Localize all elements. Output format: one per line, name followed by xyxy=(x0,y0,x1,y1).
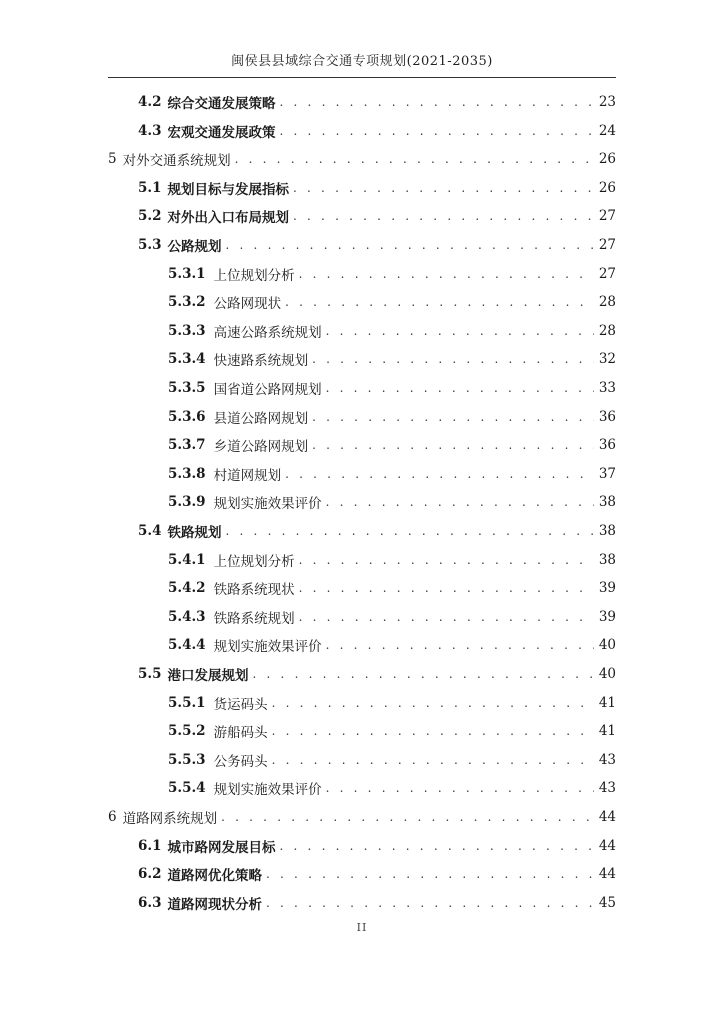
toc-entry-number: 5.3.3 xyxy=(168,323,206,339)
toc-dot-leader xyxy=(326,381,594,395)
toc-dot-leader xyxy=(312,410,594,424)
toc-dot-leader xyxy=(326,324,594,338)
toc-entry[interactable] xyxy=(138,517,616,545)
toc-entry-title: 道路网优化策略 xyxy=(167,868,262,884)
toc-entry-title: 公务码头 xyxy=(213,754,268,770)
toc-entry[interactable] xyxy=(168,288,616,316)
toc-entry-page: 33 xyxy=(598,380,616,396)
toc-entry-title: 铁路规划 xyxy=(167,525,222,541)
page-number: II xyxy=(356,921,368,934)
toc-entry-page: 40 xyxy=(598,666,616,682)
toc-entry-title: 上位规划分析 xyxy=(213,554,295,570)
toc-entry-page: 39 xyxy=(598,580,616,596)
toc-entry-number: 5.3.5 xyxy=(168,380,206,396)
toc-entry-number: 6.2 xyxy=(138,866,162,882)
toc-dot-leader xyxy=(221,810,594,824)
toc-entry[interactable] xyxy=(138,88,616,116)
toc-entry-page: 41 xyxy=(598,723,616,739)
toc-dot-leader xyxy=(299,581,594,595)
toc-dot-leader xyxy=(272,724,594,738)
toc-entry-page: 27 xyxy=(598,237,616,253)
toc-entry[interactable] xyxy=(138,660,616,688)
toc-entry-title: 快速路系统规划 xyxy=(213,353,309,369)
toc-entry-number: 5.3.1 xyxy=(168,266,206,282)
toc-entry-title: 乡道公路网规划 xyxy=(213,439,309,455)
toc-entry-page: 32 xyxy=(598,351,616,367)
toc-dot-leader xyxy=(272,696,594,710)
toc-entry[interactable] xyxy=(168,431,616,459)
toc-entry-number: 5.2 xyxy=(138,208,162,224)
toc-entry[interactable] xyxy=(168,631,616,659)
toc-entry[interactable] xyxy=(138,889,616,917)
toc-entry-page: 23 xyxy=(598,94,616,110)
toc-entry-page: 38 xyxy=(598,523,616,539)
toc-entry-title: 规划目标与发展指标 xyxy=(167,182,289,198)
toc-entry-page: 28 xyxy=(598,294,616,310)
toc-entry-title: 对外出入口布局规划 xyxy=(167,210,289,226)
toc-dot-leader xyxy=(326,638,594,652)
toc-entry[interactable] xyxy=(168,546,616,574)
toc-dot-leader xyxy=(285,295,594,309)
toc-entry-number: 5.3.8 xyxy=(168,466,206,482)
toc-entry-number: 5.5.4 xyxy=(168,780,206,796)
toc-dot-leader xyxy=(285,467,594,481)
toc-entry-page: 40 xyxy=(598,637,616,653)
toc-entry[interactable] xyxy=(138,860,616,888)
toc-entry-number: 5.5 xyxy=(138,666,162,682)
toc-entry-page: 45 xyxy=(598,895,616,911)
toc-entry[interactable] xyxy=(138,231,616,259)
toc-entry-title: 道路网系统规划 xyxy=(122,811,218,827)
toc-entry-number: 5.3.6 xyxy=(168,409,206,425)
toc-dot-leader xyxy=(272,753,594,767)
toc-dot-leader xyxy=(299,267,594,281)
toc-entry-page: 39 xyxy=(598,609,616,625)
toc-entry-title: 宏观交通发展政策 xyxy=(167,125,276,141)
toc-entry-number: 4.3 xyxy=(138,123,162,139)
toc-entry-title: 铁路系统规划 xyxy=(213,611,295,627)
toc-entry-title: 规划实施效果评价 xyxy=(213,496,322,512)
toc-entry-title: 县道公路网规划 xyxy=(213,411,309,427)
toc-entry[interactable] xyxy=(168,403,616,431)
toc-dot-leader xyxy=(253,667,595,681)
toc-dot-leader xyxy=(226,524,595,538)
toc-entry-title: 规划实施效果评价 xyxy=(213,639,322,655)
toc-entry-title: 铁路系统现状 xyxy=(213,582,295,598)
toc-entry[interactable] xyxy=(168,603,616,631)
toc-entry-number: 5.4.2 xyxy=(168,580,206,596)
toc-dot-leader xyxy=(312,438,594,452)
toc-entry[interactable] xyxy=(168,260,616,288)
toc-entry-number: 5.3.9 xyxy=(168,494,206,510)
toc-entry-page: 27 xyxy=(598,208,616,224)
toc-entry-title: 上位规划分析 xyxy=(213,268,295,284)
toc-entry-number: 5.1 xyxy=(138,180,162,196)
toc-entry-page: 44 xyxy=(598,866,616,882)
toc-entry-page: 38 xyxy=(598,552,616,568)
toc-entry-number: 5 xyxy=(108,151,117,167)
toc-dot-leader xyxy=(299,553,594,567)
toc-entry-number: 5.4 xyxy=(138,523,162,539)
toc-entry-number: 5.5.1 xyxy=(168,695,206,711)
toc-entry-page: 28 xyxy=(598,323,616,339)
toc-entry-number: 5.4.1 xyxy=(168,552,206,568)
toc-entry-title: 公路网现状 xyxy=(213,296,282,312)
toc-entry-number: 5.5.2 xyxy=(168,723,206,739)
toc-dot-leader xyxy=(235,152,594,166)
toc-entry-number: 6 xyxy=(108,809,117,825)
toc-entry[interactable] xyxy=(168,774,616,802)
toc-entry-number: 5.3.2 xyxy=(168,294,206,310)
toc-entry-page: 44 xyxy=(598,809,616,825)
toc-entry-title: 规划实施效果评价 xyxy=(213,782,322,798)
toc-dot-leader xyxy=(312,352,594,366)
toc-entry[interactable] xyxy=(168,488,616,516)
toc-dot-leader xyxy=(280,95,595,109)
toc-entry-number: 5.4.4 xyxy=(168,637,206,653)
toc-entry[interactable] xyxy=(138,117,616,145)
toc-dot-leader xyxy=(326,495,594,509)
toc-entry[interactable] xyxy=(138,832,616,860)
toc-entry[interactable] xyxy=(138,174,616,202)
toc-entry-title: 游船码头 xyxy=(213,725,268,741)
toc-entry-number: 5.4.3 xyxy=(168,609,206,625)
toc-entry-title: 高速公路系统规划 xyxy=(213,325,322,341)
toc-entry-title: 村道网规划 xyxy=(213,468,282,484)
toc-entry-title: 综合交通发展策略 xyxy=(167,96,276,112)
toc-entry[interactable] xyxy=(168,689,616,717)
toc-entry-page: 43 xyxy=(598,752,616,768)
toc-entry-page: 43 xyxy=(598,780,616,796)
toc-entry-page: 38 xyxy=(598,494,616,510)
toc-dot-leader xyxy=(266,867,594,881)
toc-entry[interactable] xyxy=(168,746,616,774)
toc-entry[interactable] xyxy=(168,374,616,402)
toc-entry[interactable] xyxy=(168,574,616,602)
toc-entry-page: 27 xyxy=(598,266,616,282)
toc-entry[interactable] xyxy=(168,717,616,745)
toc-entry-title: 道路网现状分析 xyxy=(167,897,262,913)
toc-entry-number: 5.3.7 xyxy=(168,437,206,453)
toc-entry-title: 港口发展规划 xyxy=(167,668,249,684)
toc-entry-number: 6.3 xyxy=(138,895,162,911)
toc-entry-page: 24 xyxy=(598,123,616,139)
toc-entry-title: 公路规划 xyxy=(167,239,222,255)
toc-dot-leader xyxy=(293,209,594,223)
header-rule xyxy=(108,77,616,78)
toc-entry-page: 37 xyxy=(598,466,616,482)
toc-entry-number: 5.3.4 xyxy=(168,351,206,367)
running-header: 闽侯县县域综合交通专项规划(2021-2035) xyxy=(231,54,493,69)
toc-dot-leader xyxy=(293,181,594,195)
toc-entry[interactable] xyxy=(138,202,616,230)
toc-entry-number: 5.5.3 xyxy=(168,752,206,768)
toc-dot-leader xyxy=(326,781,594,795)
toc-dot-leader xyxy=(280,839,595,853)
toc-entry-number: 6.1 xyxy=(138,838,162,854)
toc-entry[interactable] xyxy=(168,345,616,373)
toc-dot-leader xyxy=(266,896,594,910)
toc-entry-page: 26 xyxy=(598,180,616,196)
toc-entry-page: 44 xyxy=(598,838,616,854)
toc-entry-title: 对外交通系统规划 xyxy=(122,153,231,169)
toc-entry-title: 货运码头 xyxy=(213,697,268,713)
toc-entry-title: 城市路网发展目标 xyxy=(167,840,276,856)
toc-entry-page: 36 xyxy=(598,409,616,425)
toc-entry-number: 5.3 xyxy=(138,237,162,253)
toc-entry[interactable] xyxy=(168,317,616,345)
toc-entry-page: 41 xyxy=(598,695,616,711)
toc-entry-page: 36 xyxy=(598,437,616,453)
toc-entry-number: 4.2 xyxy=(138,94,162,110)
toc-entry[interactable] xyxy=(168,460,616,488)
toc-entry[interactable] xyxy=(108,803,616,831)
toc-dot-leader xyxy=(280,124,595,138)
toc-dot-leader xyxy=(299,610,594,624)
toc-entry-title: 国省道公路网规划 xyxy=(213,382,322,398)
toc-entry[interactable] xyxy=(108,145,616,173)
toc-dot-leader xyxy=(226,238,595,252)
toc-entry-page: 26 xyxy=(598,151,616,167)
